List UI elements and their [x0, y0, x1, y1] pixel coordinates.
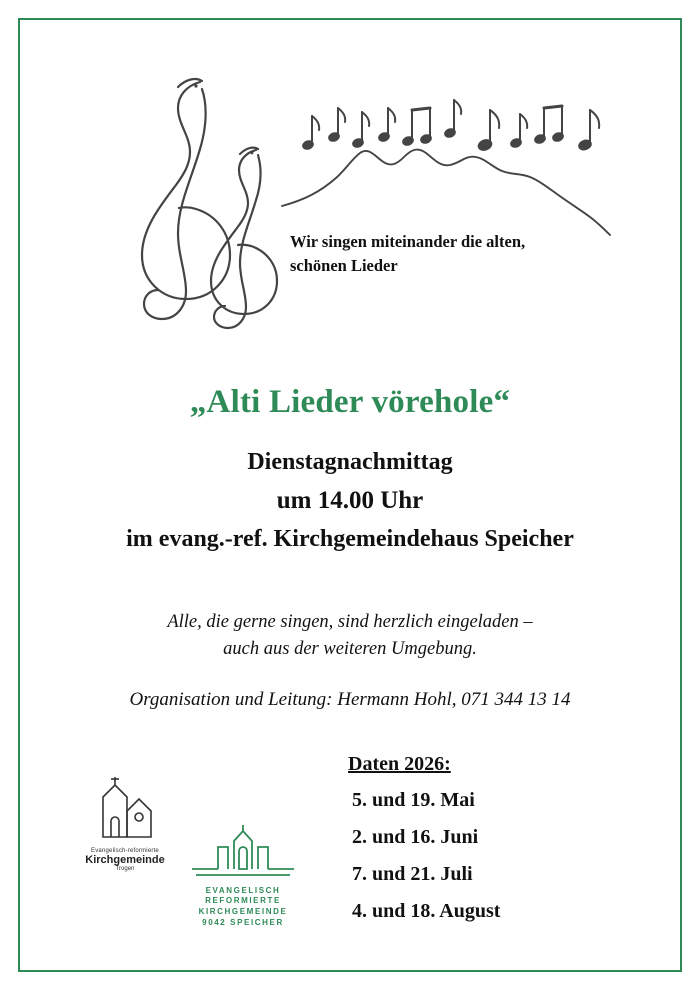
list-item: 2. und 16. Juni: [352, 825, 479, 848]
logo-kirchgemeinde-trogen: [70, 771, 180, 872]
dates-title: Daten 2026:: [348, 752, 451, 775]
logo-kirchgemeinde-speicher: [183, 825, 303, 929]
logo-speicher-line4: 9042 SPEICHER: [202, 918, 284, 928]
logo-speicher-line1: EVANGELISCH: [205, 885, 281, 895]
invitation-line1: Alle, die gerne singen, sind herzlich eingeladen –: [167, 612, 533, 632]
page-title: „Alti Lieder vörehole“: [189, 384, 511, 420]
art-caption-line2: schönen Lieder: [290, 255, 398, 275]
music-illustration: [50, 32, 650, 332]
event-time: um 14.00 Uhr: [276, 487, 424, 514]
event-location: im evang.-ref. Kirchgemeindehaus Speicher: [126, 526, 574, 552]
invitation-line2: auch aus der weiteren Umgebung.: [223, 638, 477, 659]
list-item: 5. und 19. Mai: [352, 788, 475, 811]
list-item: 4. und 18. August: [352, 899, 501, 922]
church-outline-icon: [188, 825, 298, 881]
logo-trogen-line1: Evangelisch-reformierte: [91, 847, 159, 854]
organisation-contact: Organisation und Leitung: Hermann Hohl, 071 344 13 14: [129, 688, 571, 710]
art-caption-line1: Wir singen miteinander die alten,: [290, 232, 526, 251]
event-day: Dienstagnachmittag: [247, 449, 453, 475]
dates-list: [348, 789, 500, 923]
logo-speicher-line2: REFORMIERTE: [205, 896, 281, 906]
lower-section: [48, 753, 652, 983]
logo-trogen-line3: Trogen: [115, 865, 135, 872]
header-artwork: [50, 32, 650, 332]
logo-trogen-line2: Kirchgemeinde: [85, 853, 165, 866]
poster-content: [18, 18, 682, 972]
list-item: 7. und 21. Juli: [352, 862, 473, 885]
event-details: [48, 449, 652, 553]
logo-speicher-line3: KIRCHGEMEINDE: [198, 907, 288, 917]
invitation-text: [48, 609, 652, 663]
dates-block: [348, 753, 500, 937]
church-icon: [85, 771, 165, 843]
art-caption: [290, 230, 590, 278]
